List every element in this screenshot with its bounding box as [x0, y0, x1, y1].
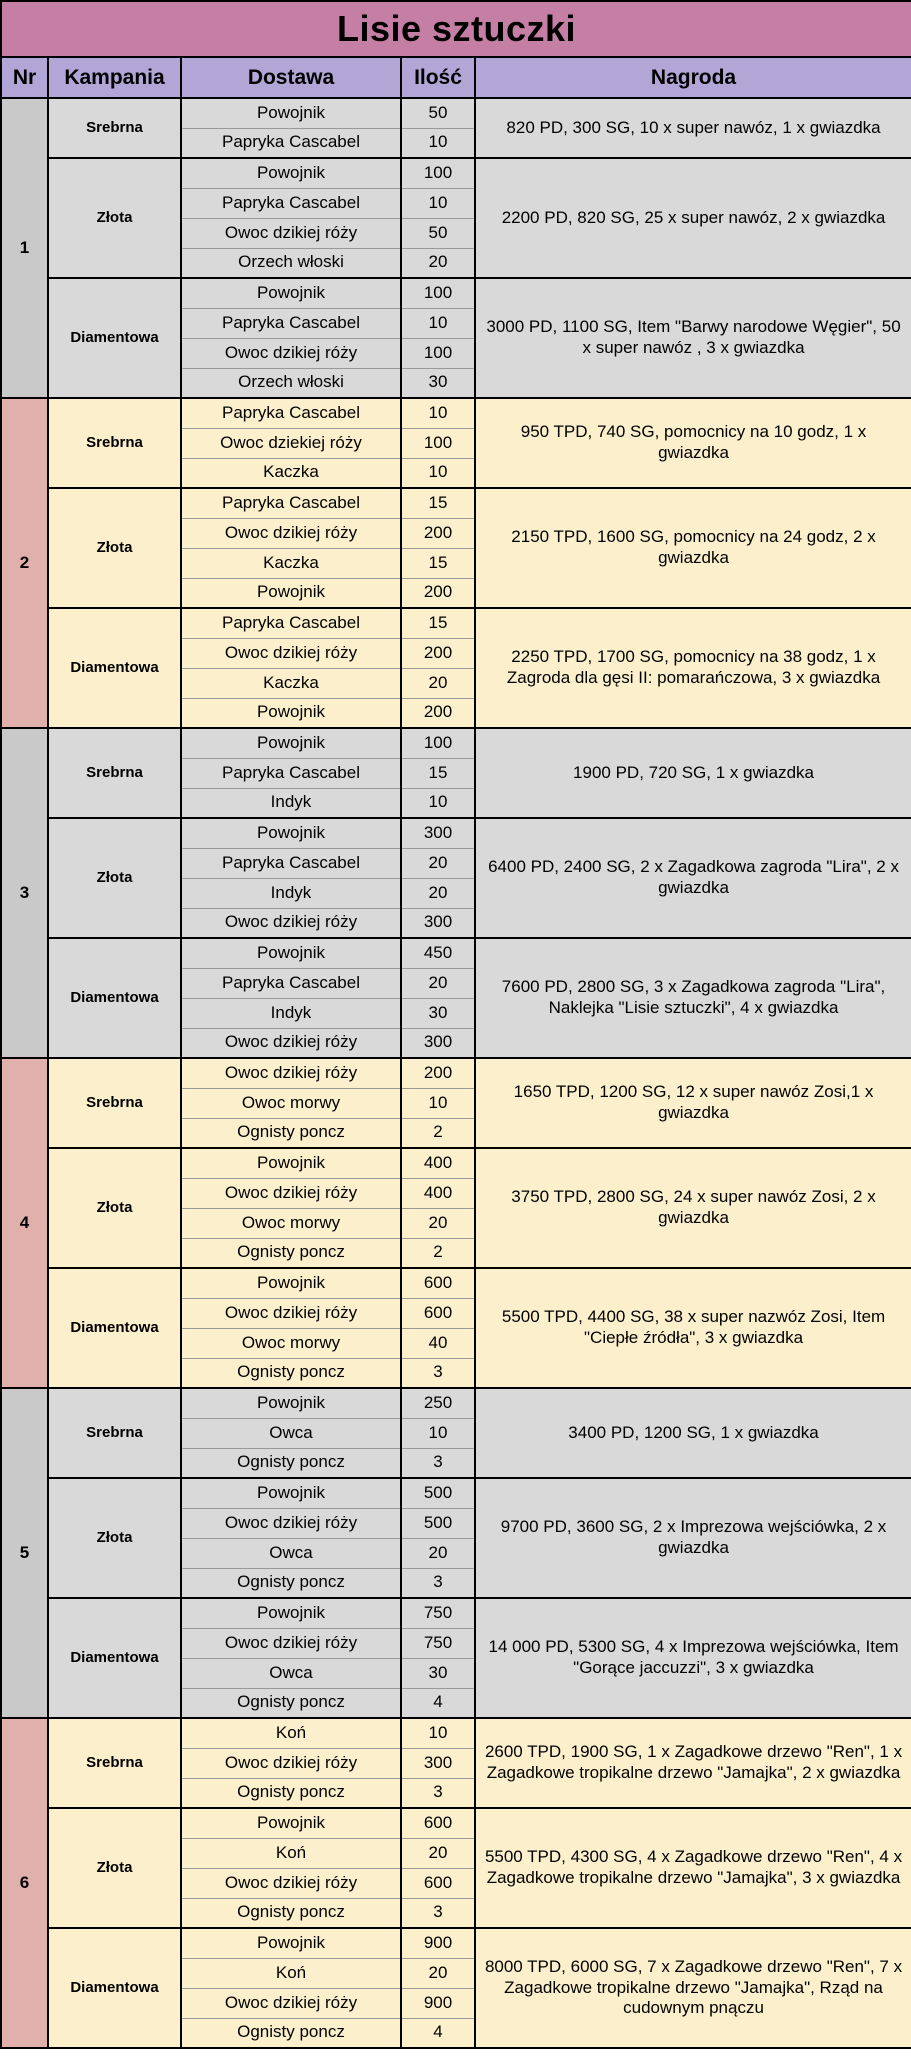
campaign-cell: Srebrna [48, 98, 181, 158]
quantity-cell: 10 [401, 398, 475, 428]
quantity-cell: 100 [401, 278, 475, 308]
column-header-kampania: Kampania [48, 57, 181, 98]
quantity-cell: 200 [401, 698, 475, 728]
delivery-item-cell: Owoc morwy [181, 1088, 401, 1118]
delivery-item-cell: Powojnik [181, 818, 401, 848]
quantity-cell: 20 [401, 878, 475, 908]
campaign-cell: Diamentowa [48, 278, 181, 398]
delivery-item-cell: Ognisty poncz [181, 1568, 401, 1598]
quantity-cell: 750 [401, 1628, 475, 1658]
campaign-cell: Diamentowa [48, 1268, 181, 1388]
delivery-item-cell: Powojnik [181, 1928, 401, 1958]
campaign-cell: Srebrna [48, 1058, 181, 1148]
delivery-item-cell: Owoc dzikiej róży [181, 1748, 401, 1778]
campaign-cell: Diamentowa [48, 938, 181, 1058]
quantity-cell: 200 [401, 578, 475, 608]
quantity-cell: 2 [401, 1238, 475, 1268]
delivery-item-cell: Powojnik [181, 1808, 401, 1838]
quantity-cell: 20 [401, 848, 475, 878]
delivery-item-cell: Ognisty poncz [181, 1778, 401, 1808]
quantity-cell: 20 [401, 1538, 475, 1568]
table-row [1, 158, 911, 188]
campaign-cell: Srebrna [48, 1718, 181, 1808]
campaign-cell: Diamentowa [48, 1928, 181, 2048]
quantity-cell: 30 [401, 368, 475, 398]
quantity-cell: 100 [401, 428, 475, 458]
quantity-cell: 40 [401, 1328, 475, 1358]
table-row [1, 1268, 911, 1298]
quantity-cell: 100 [401, 728, 475, 758]
delivery-item-cell: Powojnik [181, 938, 401, 968]
group-number-cell: 5 [1, 1388, 48, 1718]
reward-cell: 1650 TPD, 1200 SG, 12 x super nawóz Zosi,1 x gwiazdka [475, 1058, 911, 1148]
quantity-cell: 10 [401, 188, 475, 218]
group-number-cell: 3 [1, 728, 48, 1058]
column-header-nagroda: Nagroda [475, 57, 911, 98]
campaign-cell: Diamentowa [48, 1598, 181, 1718]
header-row [1, 57, 911, 98]
delivery-item-cell: Owca [181, 1418, 401, 1448]
reward-cell: 3750 TPD, 2800 SG, 24 x super nawóz Zosi, 2 x gwiazdka [475, 1148, 911, 1268]
page-title: Lisie sztuczki [1, 1, 911, 57]
delivery-item-cell: Powojnik [181, 1598, 401, 1628]
delivery-item-cell: Powojnik [181, 278, 401, 308]
quantity-cell: 3 [401, 1448, 475, 1478]
delivery-item-cell: Ognisty poncz [181, 1118, 401, 1148]
group-number-cell: 4 [1, 1058, 48, 1388]
quantity-cell: 10 [401, 308, 475, 338]
table-row [1, 1928, 911, 1958]
delivery-item-cell: Koń [181, 1718, 401, 1748]
table-row [1, 98, 911, 128]
quantity-cell: 400 [401, 1178, 475, 1208]
delivery-item-cell: Ognisty poncz [181, 1238, 401, 1268]
table-row [1, 1058, 911, 1088]
column-header-nr: Nr [1, 57, 48, 98]
delivery-item-cell: Ognisty poncz [181, 1448, 401, 1478]
group-number-cell: 6 [1, 1718, 48, 2048]
quantity-cell: 600 [401, 1868, 475, 1898]
delivery-item-cell: Papryka Cascabel [181, 968, 401, 998]
delivery-item-cell: Indyk [181, 998, 401, 1028]
table-row [1, 1718, 911, 1748]
quantity-cell: 200 [401, 1058, 475, 1088]
quantity-cell: 15 [401, 758, 475, 788]
campaign-cell: Srebrna [48, 1388, 181, 1478]
delivery-item-cell: Owoc dziekiej róży [181, 428, 401, 458]
quantity-cell: 10 [401, 788, 475, 818]
delivery-item-cell: Owoc morwy [181, 1328, 401, 1358]
quantity-cell: 100 [401, 158, 475, 188]
quantity-cell: 600 [401, 1268, 475, 1298]
quantity-cell: 30 [401, 1658, 475, 1688]
delivery-item-cell: Powojnik [181, 578, 401, 608]
delivery-item-cell: Owoc dzikiej róży [181, 1628, 401, 1658]
quantity-cell: 500 [401, 1478, 475, 1508]
reward-cell: 7600 PD, 2800 SG, 3 x Zagadkowa zagroda "Lira", Naklejka "Lisie sztuczki", 4 x gwiazdka [475, 938, 911, 1058]
delivery-item-cell: Papryka Cascabel [181, 188, 401, 218]
delivery-item-cell: Papryka Cascabel [181, 608, 401, 638]
quantity-cell: 15 [401, 608, 475, 638]
quantity-cell: 30 [401, 998, 475, 1028]
quantity-cell: 300 [401, 818, 475, 848]
table-row [1, 278, 911, 308]
quantity-cell: 3 [401, 1778, 475, 1808]
table-row [1, 608, 911, 638]
delivery-item-cell: Owoc dzikiej róży [181, 1868, 401, 1898]
reward-cell: 3000 PD, 1100 SG, Item "Barwy narodowe Węgier", 50 x super nawóz , 3 x gwiazdka [475, 278, 911, 398]
campaign-cell: Złota [48, 1148, 181, 1268]
campaign-cell: Srebrna [48, 728, 181, 818]
delivery-item-cell: Koń [181, 1958, 401, 1988]
quantity-cell: 20 [401, 1838, 475, 1868]
delivery-item-cell: Indyk [181, 788, 401, 818]
table-body [1, 98, 911, 2048]
delivery-item-cell: Ognisty poncz [181, 1688, 401, 1718]
reward-cell: 6400 PD, 2400 SG, 2 x Zagadkowa zagroda "Lira", 2 x gwiazdka [475, 818, 911, 938]
reward-cell: 5500 TPD, 4300 SG, 4 x Zagadkowe drzewo "Ren", 4 x Zagadkowe tropikalne drzewo "Jamajka", 3 x gwiazdka [475, 1808, 911, 1928]
quantity-cell: 10 [401, 1418, 475, 1448]
reward-cell: 820 PD, 300 SG, 10 x super nawóz, 1 x gwiazdka [475, 98, 911, 158]
quantity-cell: 200 [401, 638, 475, 668]
delivery-item-cell: Powojnik [181, 698, 401, 728]
delivery-item-cell: Orzech włoski [181, 248, 401, 278]
delivery-item-cell: Koń [181, 1838, 401, 1868]
campaign-cell: Złota [48, 818, 181, 938]
reward-cell: 2200 PD, 820 SG, 25 x super nawóz, 2 x gwiazdka [475, 158, 911, 278]
delivery-item-cell: Kaczka [181, 458, 401, 488]
quantity-cell: 3 [401, 1568, 475, 1598]
reward-cell: 1900 PD, 720 SG, 1 x gwiazdka [475, 728, 911, 818]
delivery-item-cell: Owoc dzikiej róży [181, 518, 401, 548]
delivery-item-cell: Owoc dzikiej róży [181, 1508, 401, 1538]
column-header-ilosc: Ilość [401, 57, 475, 98]
quantity-cell: 4 [401, 2018, 475, 2048]
quantity-cell: 20 [401, 1958, 475, 1988]
quantity-cell: 50 [401, 218, 475, 248]
reward-cell: 950 TPD, 740 SG, pomocnicy na 10 godz, 1 x gwiazdka [475, 398, 911, 488]
quantity-cell: 600 [401, 1808, 475, 1838]
table-row [1, 818, 911, 848]
table-row [1, 1148, 911, 1178]
campaign-cell: Złota [48, 1478, 181, 1598]
delivery-item-cell: Powojnik [181, 1268, 401, 1298]
delivery-item-cell: Orzech włoski [181, 368, 401, 398]
quantity-cell: 10 [401, 458, 475, 488]
quantity-cell: 300 [401, 908, 475, 938]
reward-cell: 2150 TPD, 1600 SG, pomocnicy na 24 godz, 2 x gwiazdka [475, 488, 911, 608]
delivery-item-cell: Owoc dzikiej róży [181, 1178, 401, 1208]
delivery-item-cell: Powojnik [181, 1388, 401, 1418]
delivery-item-cell: Ognisty poncz [181, 2018, 401, 2048]
delivery-item-cell: Owoc dzikiej róży [181, 1988, 401, 2018]
campaign-cell: Diamentowa [48, 608, 181, 728]
campaign-cell: Złota [48, 158, 181, 278]
quantity-cell: 10 [401, 128, 475, 158]
table-row [1, 938, 911, 968]
delivery-item-cell: Kaczka [181, 668, 401, 698]
quantity-cell: 4 [401, 1688, 475, 1718]
table-row [1, 1388, 911, 1418]
delivery-item-cell: Papryka Cascabel [181, 398, 401, 428]
quantity-cell: 20 [401, 1208, 475, 1238]
reward-cell: 14 000 PD, 5300 SG, 4 x Imprezowa wejściówka, Item "Gorące jaccuzzi", 3 x gwiazdka [475, 1598, 911, 1718]
quantity-cell: 900 [401, 1988, 475, 2018]
reward-cell: 9700 PD, 3600 SG, 2 x Imprezowa wejściówka, 2 x gwiazdka [475, 1478, 911, 1598]
delivery-item-cell: Owoc dzikiej róży [181, 1058, 401, 1088]
delivery-item-cell: Papryka Cascabel [181, 488, 401, 518]
delivery-item-cell: Papryka Cascabel [181, 848, 401, 878]
table-row [1, 728, 911, 758]
delivery-item-cell: Owoc dzikiej róży [181, 1028, 401, 1058]
quantity-cell: 10 [401, 1718, 475, 1748]
delivery-item-cell: Indyk [181, 878, 401, 908]
delivery-item-cell: Papryka Cascabel [181, 308, 401, 338]
quantity-cell: 750 [401, 1598, 475, 1628]
quantity-cell: 10 [401, 1088, 475, 1118]
quantity-cell: 100 [401, 338, 475, 368]
group-number-cell: 1 [1, 98, 48, 398]
campaign-cell: Srebrna [48, 398, 181, 488]
delivery-item-cell: Owoc dzikiej róży [181, 1298, 401, 1328]
quantity-cell: 400 [401, 1148, 475, 1178]
delivery-item-cell: Owoc dzikiej róży [181, 908, 401, 938]
quantity-cell: 2 [401, 1118, 475, 1148]
quantity-cell: 15 [401, 488, 475, 518]
delivery-item-cell: Kaczka [181, 548, 401, 578]
delivery-item-cell: Papryka Cascabel [181, 758, 401, 788]
quantity-cell: 250 [401, 1388, 475, 1418]
table-row [1, 1598, 911, 1628]
quantity-cell: 3 [401, 1898, 475, 1928]
delivery-item-cell: Owca [181, 1538, 401, 1568]
delivery-item-cell: Owca [181, 1658, 401, 1688]
quantity-cell: 200 [401, 518, 475, 548]
delivery-item-cell: Papryka Cascabel [181, 128, 401, 158]
delivery-item-cell: Powojnik [181, 158, 401, 188]
delivery-item-cell: Owoc dzikiej róży [181, 338, 401, 368]
quantity-cell: 15 [401, 548, 475, 578]
quantity-cell: 20 [401, 248, 475, 278]
reward-cell: 5500 TPD, 4400 SG, 38 x super nazwóz Zosi, Item "Ciepłe źródła", 3 x gwiazdka [475, 1268, 911, 1388]
table-row [1, 1808, 911, 1838]
table-row [1, 1478, 911, 1508]
reward-cell: 3400 PD, 1200 SG, 1 x gwiazdka [475, 1388, 911, 1478]
delivery-item-cell: Owoc dzikiej róży [181, 638, 401, 668]
quantity-cell: 450 [401, 938, 475, 968]
quantity-cell: 300 [401, 1748, 475, 1778]
delivery-item-cell: Powojnik [181, 728, 401, 758]
delivery-item-cell: Powojnik [181, 1478, 401, 1508]
delivery-item-cell: Owoc dzikiej róży [181, 218, 401, 248]
quantity-cell: 50 [401, 98, 475, 128]
title-row [1, 1, 911, 57]
quantity-cell: 3 [401, 1358, 475, 1388]
quantity-cell: 600 [401, 1298, 475, 1328]
table-row [1, 488, 911, 518]
quantity-cell: 20 [401, 968, 475, 998]
delivery-item-cell: Powojnik [181, 98, 401, 128]
table-row [1, 398, 911, 428]
delivery-item-cell: Ognisty poncz [181, 1898, 401, 1928]
reward-cell: 2600 TPD, 1900 SG, 1 x Zagadkowe drzewo "Ren", 1 x Zagadkowe tropikalne drzewo "Jamajka", 2 x gwiazdka [475, 1718, 911, 1808]
quantity-cell: 300 [401, 1028, 475, 1058]
campaign-cell: Złota [48, 1808, 181, 1928]
delivery-item-cell: Powojnik [181, 1148, 401, 1178]
reward-cell: 2250 TPD, 1700 SG, pomocnicy na 38 godz, 1 x Zagroda dla gęsi II: pomarańczowa, 3 x gwiazdka [475, 608, 911, 728]
column-header-dostawa: Dostawa [181, 57, 401, 98]
group-number-cell: 2 [1, 398, 48, 728]
quantity-cell: 900 [401, 1928, 475, 1958]
quantity-cell: 500 [401, 1508, 475, 1538]
delivery-item-cell: Owoc morwy [181, 1208, 401, 1238]
delivery-item-cell: Ognisty poncz [181, 1358, 401, 1388]
quantity-cell: 20 [401, 668, 475, 698]
campaign-cell: Złota [48, 488, 181, 608]
reward-cell: 8000 TPD, 6000 SG, 7 x Zagadkowe drzewo "Ren", 7 x Zagadkowe tropikalne drzewo "Jamajka", Rząd na cudownym pnączu [475, 1928, 911, 2048]
